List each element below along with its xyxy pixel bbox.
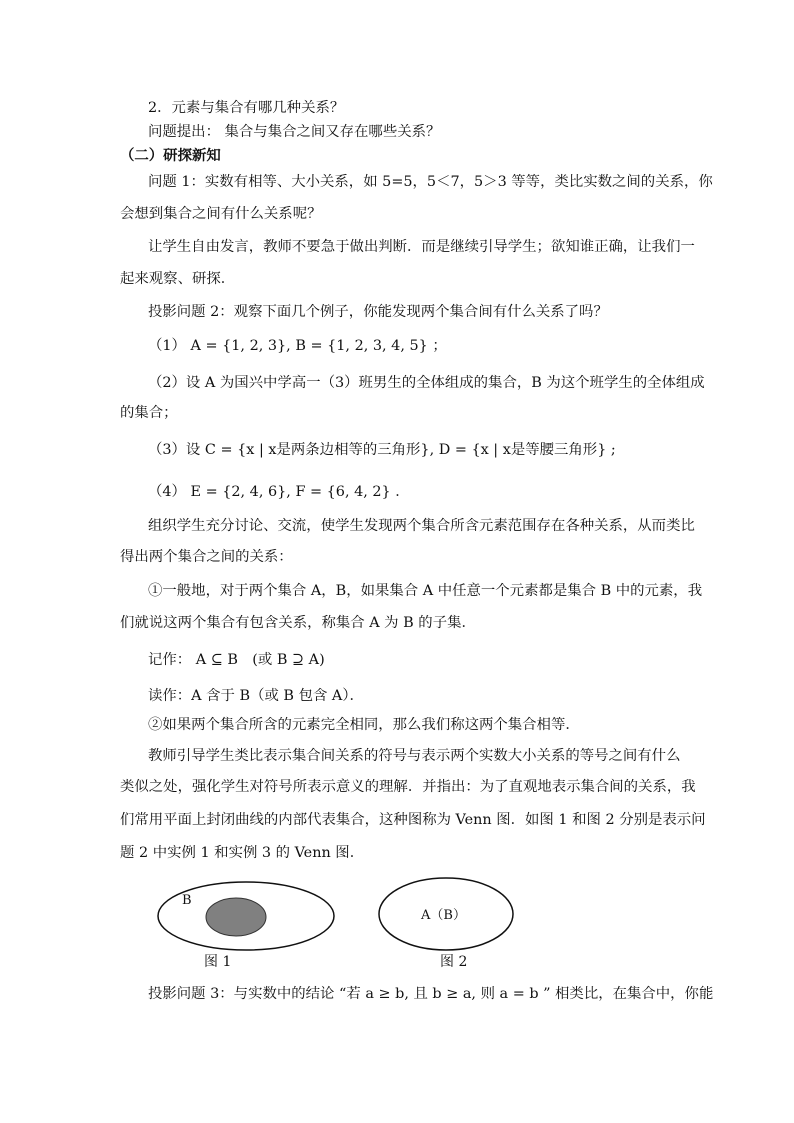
- definition-subset: ①一般地，对于两个集合 A，B，如果集合 A 中任意一个元素都是集合 B 中的元素，我: [148, 583, 703, 599]
- figure-2-caption: 图 2: [440, 954, 468, 970]
- paragraph-line: 问题 1：实数有相等、大小关系，如 5=5，5＜7，5＞3 等等，类比实数之间的关系，你: [148, 174, 713, 190]
- venn-diagram-1: [156, 880, 336, 952]
- venn-label-a-b: A（B）: [421, 908, 466, 923]
- example-1: （1） A = {1, 2, 3}, B = {1, 2, 3, 4, 5} ；: [148, 338, 447, 354]
- venn-label-b: B: [182, 893, 192, 908]
- paragraph-line: 让学生自由发言，教师不要急于做出判断．而是继续引导学生；欲知谁正确，让我们一: [148, 239, 695, 255]
- figure-1-caption: 图 1: [204, 954, 232, 970]
- example-4: （4） E = {2, 4, 6}, F = {6, 4, 2} ．: [148, 484, 410, 500]
- paragraph-line: 类似之处，强化学生对符号所表示意义的理解．并指出：为了直观地表示集合间的关系，我: [120, 779, 696, 795]
- example-2-cont: 的集合；: [120, 405, 178, 421]
- notation-line: 记作： A ⊆ B (或 B ⊇ A): [148, 652, 325, 668]
- paragraph-line: 投影问题 2：观察下面几个例子，你能发现两个集合间有什么关系了吗？: [148, 304, 608, 320]
- definition-equal: ②如果两个集合所含的元素完全相同，那么我们称这两个集合相等．: [148, 717, 580, 733]
- paragraph-line: 题 2 中实例 1 和实例 3 的 Venn 图．: [120, 845, 365, 861]
- paragraph-line: 们常用平面上封闭曲线的内部代表集合，这种图称为 Venn 图．如图 1 和图 2 分别是表示问: [120, 812, 706, 828]
- venn-inner-set: [206, 898, 266, 936]
- section-heading: （二）研探新知: [120, 147, 221, 164]
- paragraph-line: 教师引导学生类比表示集合间关系的符号与表示两个实数大小关系的等号之间有什么: [148, 748, 681, 764]
- definition-subset-cont: 们就说这两个集合有包含关系，称集合 A 为 B 的子集．: [120, 615, 476, 631]
- problem-statement: 问题提出： 集合与集合之间又存在哪些关系？: [148, 124, 441, 140]
- example-3: （3）设 C = {x | x是两条边相等的三角形}, D = {x | x是等腰三角形} ;: [148, 442, 616, 458]
- paragraph-line: 起来观察、研探．: [120, 271, 236, 287]
- question-2: 2．元素与集合有哪几种关系？: [148, 100, 345, 116]
- paragraph-line: 得出两个集合之间的关系：: [120, 549, 293, 565]
- paragraph-line: 会想到集合之间有什么关系呢？: [120, 206, 322, 222]
- example-2: （2）设 A 为国兴中学高一（3）班男生的全体组成的集合，B 为这个班学生的全体组成: [148, 375, 705, 391]
- question-3: 投影问题 3：与实数中的结论 “若 a ≥ b, 且 b ≥ a, 则 a = b ” 相类比，在集合中，你能: [148, 986, 714, 1002]
- reading-line: 读作：A 含于 B（或 B 包含 A）．: [148, 688, 364, 704]
- paragraph-line: 组织学生充分讨论、交流，使学生发现两个集合所含元素范围存在各种关系，从而类比: [148, 518, 695, 534]
